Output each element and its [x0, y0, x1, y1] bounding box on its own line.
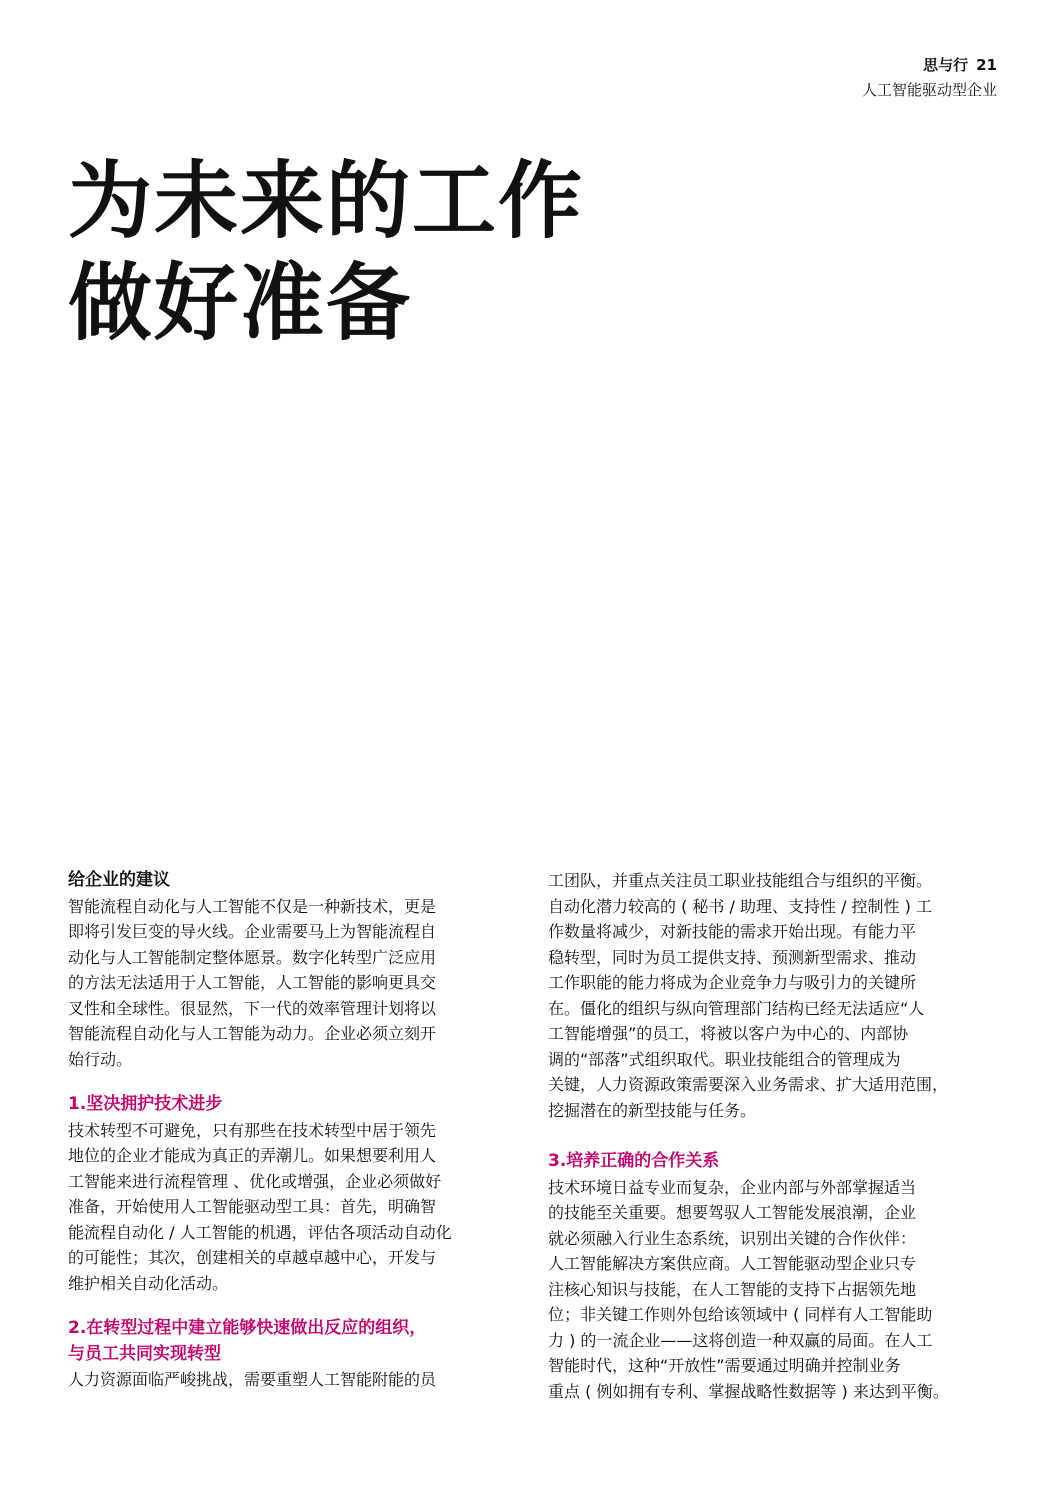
section1-line: 技术转型不可避免，只有那些在技术转型中居于领先: [68, 1120, 437, 1140]
section1-paragraph: [68, 1118, 520, 1297]
section2-continued-paragraph: [548, 868, 1000, 1123]
intro-line: 即将引发巨变的导火线。企业需要马上为智能流程自: [68, 922, 437, 941]
section1-heading: 1.坚决拥护技术进步: [68, 1094, 223, 1114]
page-number: 21: [976, 56, 997, 74]
section3-line: 智能时代，这种“开放性”需要通过明确并控制业务: [548, 1356, 901, 1375]
title-line-1: 为未来的工作: [68, 152, 585, 250]
section2-continued-line: 工团队，并重点关注员工职业技能组合与组织的平衡。: [548, 871, 933, 890]
section2-continued-line: 稳转型，同时为员工提供支持、预测新型需求、推动: [548, 947, 917, 967]
title-line-2: 做好准备: [68, 254, 413, 352]
intro-heading: 给企业的建议: [68, 870, 170, 890]
section3-line: 的技能至关重要。想要驾驭人工智能发展浪潮，企业: [548, 1203, 917, 1222]
section2-continued-line: 关键，人力资源政策需要深入业务需求、扩大适用范围，: [548, 1075, 949, 1094]
section2-continued-line: 在。僵化的组织与纵向管理部门结构已经无法适应“人: [548, 998, 925, 1018]
section2-continued-line: 调的“部落”式组织取代。职业技能组合的管理成为: [548, 1049, 901, 1069]
intro-line: 叉性和全球性。很显然，下一代的效率管理计划将以: [68, 998, 437, 1018]
section2-heading-line2: 与员工共同实现转型: [68, 1343, 221, 1364]
section3-line: 人工智能解决方案供应商。人工智能驱动型企业只专: [548, 1254, 917, 1273]
section1-line: 工智能来进行流程管理 、优化或增强，企业必须做好: [68, 1171, 442, 1191]
section2-line: 人力资源面临严峻挑战，需要重塑人工智能附能的员: [68, 1370, 437, 1389]
section3-line: 重点 ( 例如拥有专利、掌握战略性数据等 ) 来达到平衡。: [548, 1381, 949, 1401]
intro-line: 始行动。: [68, 1049, 133, 1069]
section2-continued-line: 自动化潜力较高的 ( 秘书 / 助理、支持性 / 控制性 ) 工: [548, 896, 932, 916]
section2-paragraph: [68, 1367, 520, 1393]
section1-line: 能流程自动化 / 人工智能的机遇，评估各项活动自动化: [68, 1222, 452, 1242]
section3-line: 就必须融入行业生态系统，识别出关键的合作伙伴：: [548, 1228, 917, 1248]
section-label: 思与行: [923, 56, 969, 74]
section2-heading-line1: 2.在转型过程中建立能够快速做出反应的组织，: [68, 1318, 427, 1338]
intro-paragraph: [68, 894, 520, 1073]
section3-line: 力 ) 的一流企业——这将创造一种双赢的局面。在人工: [548, 1330, 933, 1350]
header-subtitle: 人工智能驱动型企业: [861, 81, 997, 99]
section2-continued-line: 工智能增强”的员工，将被以客户为中心的、内部协: [548, 1024, 909, 1043]
header-top-line: [862, 54, 997, 76]
intro-line: 动化与人工智能制定整体愿景。数字化转型广泛应用: [68, 947, 437, 967]
section2-continued-line: 作数量将减少，对新技能的需求开始出现。有能力平: [548, 922, 917, 941]
intro-line: 的方法无法适用于人工智能，人工智能的影响更具交: [68, 973, 437, 992]
page-title: [68, 150, 584, 354]
section1-line: 的可能性；其次，创建相关的卓越卓越中心，开发与: [68, 1248, 437, 1267]
section2-continued-line: 挖掘潜在的新型技能与任务。: [548, 1100, 757, 1120]
section3-paragraph: [548, 1175, 1000, 1405]
page-header: [862, 54, 997, 102]
section2-continued-line: 工作职能的能力将成为企业竞争力与吸引力的关键所: [548, 973, 917, 992]
section3-line: 技术环境日益专业而复杂，企业内部与外部掌握适当: [548, 1177, 917, 1197]
section3-line: 注核心知识与技能，在人工智能的支持下占据领先地: [548, 1279, 917, 1299]
left-column: [68, 868, 520, 1393]
section1-line: 维护相关自动化活动。: [68, 1273, 229, 1293]
section1-line: 准备，开始使用人工智能驱动型工具：首先，明确智: [68, 1197, 437, 1216]
section1-line: 地位的企业才能成为真正的弄潮儿。如果想要利用人: [68, 1146, 437, 1165]
right-column: [548, 868, 1000, 1404]
section3-heading: 3.培养正确的合作关系: [548, 1151, 720, 1171]
intro-line: 智能流程自动化与人工智能不仅是一种新技术，更是: [68, 896, 437, 916]
section3-line: 位；非关键工作则外包给该领域中 ( 同样有人工智能助: [548, 1305, 933, 1324]
intro-line: 智能流程自动化与人工智能为动力。企业必须立刻开: [68, 1024, 437, 1043]
